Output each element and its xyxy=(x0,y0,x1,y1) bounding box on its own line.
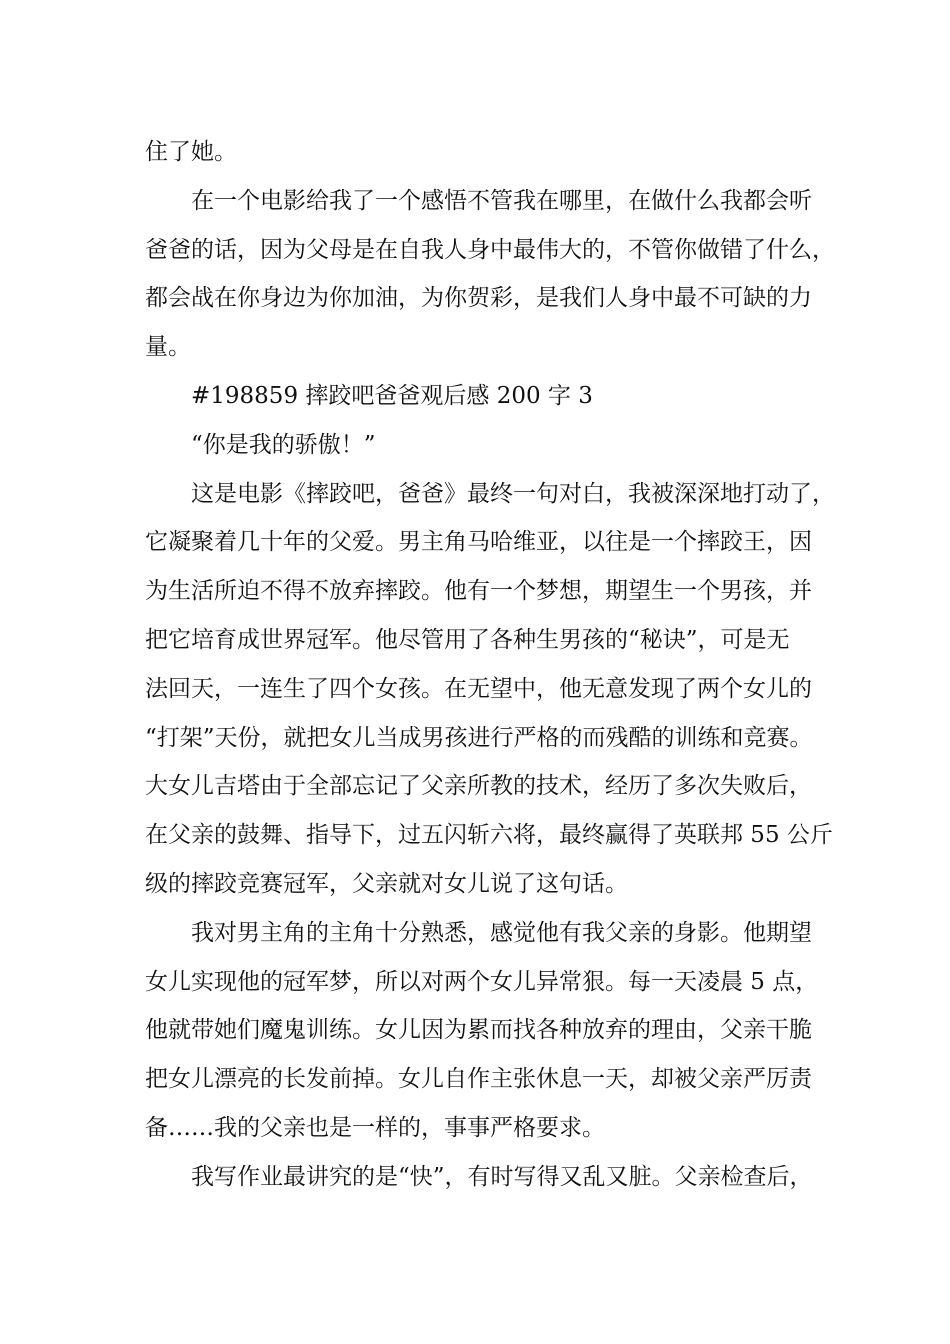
text-line: 级的摔跤竞赛冠军，父亲就对女儿说了这句话。 xyxy=(145,870,628,897)
section-heading xyxy=(145,372,835,421)
document-body xyxy=(145,128,835,1202)
text-line: 为生活所迫不得不放弃摔跤。他有一个梦想，期望生一个男孩，并 xyxy=(145,578,812,605)
text-line: 大女儿吉塔由于全部忘记了父亲所教的技术，经历了多次失败后， xyxy=(145,773,812,800)
text-line: 量。 xyxy=(145,334,191,361)
text-line: 把女儿漂亮的长发前掉。女儿自作主张休息一天，却被父亲严厉责 xyxy=(145,1066,812,1093)
text-line: 备……我的父亲也是一样的，事事严格要求。 xyxy=(145,1114,605,1141)
text-line: “打架”天份，就把女儿当成男孩进行严格的而残酷的训练和竞赛。 xyxy=(145,724,813,751)
paragraph-plot xyxy=(145,470,835,909)
text-line: 法回天，一连生了四个女孩。在无望中，他无意发现了两个女儿的 xyxy=(145,675,812,702)
text-line: 在一个电影给我了一个感悟不管我在哪里，在做什么我都会听 xyxy=(191,187,812,214)
text-line: 女儿实现他的冠军梦，所以对两个女儿异常狠。每一天凌晨 5 点， xyxy=(145,968,819,995)
text-line: 把它培育成世界冠军。他尽管用了各种生男孩的“秘诀”，可是无 xyxy=(145,626,790,653)
text-line: 爸爸的话，因为父母是在自我人身中最伟大的，不管你做错了什么， xyxy=(145,236,835,263)
text-line: 它凝聚着几十年的父爱。男主角马哈维亚，以往是一个摔跤王，因 xyxy=(145,529,812,556)
paragraph-quote xyxy=(145,421,835,470)
paragraph-father xyxy=(145,909,835,1153)
text-line: 我写作业最讲究的是“快”，有时写得又乱又脏。父亲检查后， xyxy=(191,1163,813,1190)
text-line: 我对男主角的主角十分熟悉，感觉他有我父亲的身影。他期望 xyxy=(191,919,812,946)
text-line: 这是电影《摔跤吧，爸爸》最终一句对白，我被深深地打动了， xyxy=(191,480,835,507)
paragraph-continuation xyxy=(145,128,835,177)
text-line: 都会战在你身边为你加油，为你贺彩，是我们人身中最不可缺的力 xyxy=(145,285,812,312)
text-line: 住了她。 xyxy=(145,139,237,165)
quote-text: “你是我的骄傲！” xyxy=(191,431,376,458)
paragraph-homework xyxy=(145,1153,835,1202)
paragraph-reflection xyxy=(145,177,835,372)
text-line: 他就带她们魔鬼训练。女儿因为累而找各种放弃的理由，父亲干脆 xyxy=(145,1017,812,1044)
heading-text: #198859 摔跤吧爸爸观后感 200 字 3 xyxy=(191,382,593,409)
text-line: 在父亲的鼓舞、指导下，过五闪斩六将，最终赢得了英联邦 55 公斤 xyxy=(145,822,833,849)
